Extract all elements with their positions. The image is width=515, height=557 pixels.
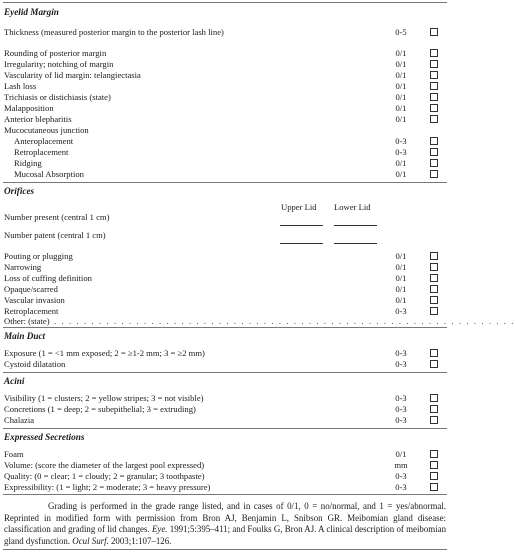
orifices-number-patent: Number patent (central 1 cm) (4, 230, 106, 240)
range-expressibility: 0-3 (395, 482, 407, 492)
eyelid-item-rounding: Rounding of posterior margin (4, 48, 107, 58)
checkbox-pouting[interactable] (430, 252, 438, 260)
checkbox-vascular-invasion[interactable] (430, 296, 438, 304)
range-vascularity: 0/1 (395, 70, 407, 80)
range-thickness: 0-5 (395, 27, 407, 37)
checkbox-loss-of-cuffing[interactable] (430, 274, 438, 282)
expressed-rule (3, 428, 447, 429)
eyelid-item-anterior-blepharitis: Anterior blepharitis (4, 114, 72, 124)
expressed-item-quality: Quality: (0 = clear; 1 = cloudy; 2 = granular; 3 toothpaste) (4, 471, 205, 481)
checkbox-concretions[interactable] (430, 405, 438, 413)
range-irregularity: 0/1 (395, 59, 407, 69)
checkbox-irregularity[interactable] (430, 60, 438, 68)
range-ridging: 0/1 (395, 158, 407, 168)
range-narrowing: 0/1 (395, 262, 407, 272)
range-foam: 0/1 (395, 449, 407, 459)
footnote-journal-ocul-surf: Ocul Surf. (72, 535, 109, 546)
range-malapposition: 0/1 (395, 103, 407, 113)
eyelid-item-vascularity: Vascularity of lid margin: telangiectasia (4, 70, 141, 80)
main-duct-item-cystoid: Cystoid dilatation (4, 359, 66, 369)
checkbox-mucosal-absorption[interactable] (430, 170, 438, 178)
checkbox-expressibility[interactable] (430, 483, 438, 491)
eyelid-item-lash-loss: Lash loss (4, 81, 37, 91)
eyelid-item-malapposition: Malapposition (4, 103, 54, 113)
range-concretions: 0-3 (395, 404, 407, 414)
acini-item-visibility: Visibility (1 = clusters; 2 = yellow stripes; 3 = not visible) (4, 393, 204, 403)
eyelid-item-trichiasis: Trichiasis or distichiasis (state) (4, 92, 111, 102)
orifices-item-retroplacement: Retroplacement (4, 306, 59, 316)
range-pouting: 0/1 (395, 251, 407, 261)
orifices-other-dotted-line: . . . . . . . . . . . . . . . . . . . . . . . . . . . . . . . . . . . . . . . . . . . . . . . . . . . . . . . . . . . . . . (54, 316, 515, 326)
range-loss-of-cuffing: 0/1 (395, 273, 407, 283)
range-quality: 0-3 (395, 471, 407, 481)
checkbox-visibility[interactable] (430, 394, 438, 402)
acini-item-chalazia: Chalazia (4, 415, 35, 425)
range-anteroplacement: 0-3 (395, 136, 407, 146)
section-title-expressed-secretions: Expressed Secretions (4, 432, 85, 442)
top-rule (3, 2, 447, 3)
range-exposure: 0-3 (395, 348, 407, 358)
checkbox-chalazia[interactable] (430, 416, 438, 424)
range-vascular-invasion: 0/1 (395, 295, 407, 305)
orifices-number-present: Number present (central 1 cm) (4, 212, 110, 222)
range-opaque-scarred: 0/1 (395, 284, 407, 294)
checkbox-opaque-scarred[interactable] (430, 285, 438, 293)
mucocutaneous-item-ridging: Ridging (14, 158, 42, 168)
mucocutaneous-item-mucosal-absorption: Mucosal Absorption (14, 169, 84, 179)
checkbox-vascularity[interactable] (430, 71, 438, 79)
checkbox-orifice-retroplacement[interactable] (430, 307, 438, 315)
footnote-text-2: 1991;5:395–411; and Foulks G, Bron AJ. A clinical description of meibomian gland dysfunction. (4, 524, 447, 546)
orifices-item-pouting: Pouting or plugging (4, 251, 73, 261)
checkbox-anteroplacement[interactable] (430, 137, 438, 145)
section-title-orifices: Orifices (4, 186, 35, 196)
range-retroplacement: 0-3 (395, 147, 407, 157)
lower-lid-patent-field[interactable] (334, 243, 377, 244)
orifices-item-narrowing: Narrowing (4, 262, 42, 272)
range-cystoid: 0-3 (395, 359, 407, 369)
footnote-text-3: 2003;1:107–126. (110, 535, 172, 546)
lower-lid-present-field[interactable] (334, 225, 377, 226)
checkbox-exposure[interactable] (430, 349, 438, 357)
orifices-item-loss-of-cuffing: Loss of cuffing definition (4, 273, 92, 283)
checkbox-foam[interactable] (430, 450, 438, 458)
orifices-item-vascular-invasion: Vascular invasion (4, 295, 65, 305)
checkbox-ridging[interactable] (430, 159, 438, 167)
footnote (4, 501, 446, 547)
expressed-item-volume: Volume: (score the diameter of the largest pool expressed) (4, 460, 205, 470)
expressed-item-expressibility: Expressibility: (1 = light; 2 = moderate; 3 = heavy pressure) (4, 482, 211, 492)
mucocutaneous-item-anteroplacement: Anteroplacement (14, 136, 74, 146)
mucocutaneous-item-retroplacement: Retroplacement (14, 147, 69, 157)
eyelid-item-irregularity: Irregularity; notching of margin (4, 59, 114, 69)
range-mucosal-absorption: 0/1 (395, 169, 407, 179)
main-duct-item-exposure: Exposure (1 = <1 mm exposed; 2 = ≥1-2 mm; 3 = ≥2 mm) (4, 348, 205, 358)
orifices-item-opaque-scarred: Opaque/scarred (4, 284, 58, 294)
checkbox-quality[interactable] (430, 472, 438, 480)
checkbox-malapposition[interactable] (430, 104, 438, 112)
checkbox-lash-loss[interactable] (430, 82, 438, 90)
section-title-eyelid-margin: Eyelid Margin (4, 7, 59, 17)
checkbox-volume[interactable] (430, 461, 438, 469)
range-anterior-blepharitis: 0/1 (395, 114, 407, 124)
checkbox-retroplacement[interactable] (430, 148, 438, 156)
range-chalazia: 0-3 (395, 415, 407, 425)
orifices-rule (3, 182, 447, 183)
main-duct-rule (3, 327, 447, 328)
checkbox-cystoid[interactable] (430, 360, 438, 368)
expressed-item-foam: Foam (4, 449, 24, 459)
checkbox-rounding[interactable] (430, 49, 438, 57)
eyelid-item-thickness: Thickness (measured posterior margin to the posterior lash line) (4, 27, 224, 37)
column-header-upper-lid: Upper Lid (281, 202, 317, 212)
mucocutaneous-junction-label: Mucocutaneous junction (4, 125, 89, 135)
column-header-lower-lid: Lower Lid (334, 202, 371, 212)
checkbox-thickness[interactable] (430, 28, 438, 36)
footnote-text-1: Grading is performed in the grade range listed, and in cases of 0/1, 0 = no/normal, and 1 = yes/abnormal. Reprinted in modified form with permission from Bron AJ, Benjamin L, Snibson GR. Meibomian gland disease: classification and grading of lid changes. (4, 501, 446, 534)
acini-rule (3, 372, 447, 373)
range-volume: mm (394, 460, 408, 470)
bottom-rule (3, 549, 447, 550)
section-title-main-duct: Main Duct (4, 331, 46, 341)
range-lash-loss: 0/1 (395, 81, 407, 91)
footnote-journal-eye: Eye. (151, 524, 168, 534)
range-rounding: 0/1 (395, 48, 407, 58)
acini-item-concretions: Concretions (1 = deep; 2 = subepithelial; 3 = extruding) (4, 404, 196, 414)
checkbox-anterior-blepharitis[interactable] (430, 115, 438, 123)
section-title-acini: Acini (4, 376, 25, 386)
footnote-rule (3, 494, 447, 495)
checkbox-narrowing[interactable] (430, 263, 438, 271)
range-trichiasis: 0/1 (395, 92, 407, 102)
upper-lid-patent-field[interactable] (280, 243, 323, 244)
checkbox-trichiasis[interactable] (430, 93, 438, 101)
range-orifice-retroplacement: 0-3 (395, 306, 407, 316)
range-visibility: 0-3 (395, 393, 407, 403)
upper-lid-present-field[interactable] (280, 225, 323, 226)
orifices-other-label: Other: (state) (4, 316, 50, 326)
